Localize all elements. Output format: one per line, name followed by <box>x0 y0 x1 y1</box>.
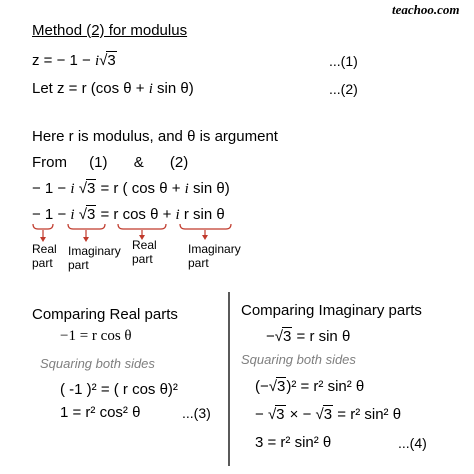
label-imaginary-part-1: Imaginary part <box>68 244 121 272</box>
left-note: Squaring both sides <box>40 356 155 371</box>
right-eq3-b: = r² sin² θ <box>333 406 402 423</box>
right-eq1 <box>266 328 350 345</box>
right-eq3 <box>255 406 401 423</box>
eq3-b: = r ( cos θ + <box>96 180 185 197</box>
left-heading: Comparing Real parts <box>32 306 178 323</box>
eq3-sqrt: √3 <box>78 180 96 197</box>
eq4-sqrt: √3 <box>78 206 96 223</box>
right-eq1-sqrt: √3 <box>274 328 292 345</box>
eq1-lhs: z = − 1 − <box>32 52 95 69</box>
right-eq1-a: − <box>266 328 275 345</box>
right-eq2-a: (− <box>255 378 269 395</box>
right-eq3-sqrt1: √3 <box>267 406 285 423</box>
right-eq3-sqrt2: √3 <box>315 406 333 423</box>
eq3-i2: i <box>184 181 189 197</box>
label-real-part-1: Real part <box>32 242 57 270</box>
from-amp: & <box>133 154 144 171</box>
right-eq1-b: = r sin θ <box>292 328 351 345</box>
eq4-b: − <box>53 206 71 223</box>
eq4-plus: + <box>158 206 176 223</box>
from-word: From <box>32 154 67 171</box>
page-title: Method (2) for modulus <box>32 22 188 39</box>
label-real-part-2: Real part <box>132 238 157 266</box>
right-eq2 <box>255 378 364 395</box>
eq1-sqrt: √3 <box>99 52 116 69</box>
ref-4: ...(4) <box>398 435 427 451</box>
ref-1: ...(1) <box>329 53 358 69</box>
eq1-i: i <box>94 53 100 69</box>
bracket-real1 <box>33 224 53 229</box>
eq4-rcos: r cos θ <box>113 206 159 223</box>
bracket-real2 <box>118 224 166 229</box>
eq3-c: sin θ) <box>188 180 230 197</box>
right-eq3-mid: × − <box>285 406 316 423</box>
bracket-imag1 <box>68 224 105 229</box>
eq4-i: i <box>70 207 75 223</box>
from-two: (2) <box>169 154 189 171</box>
right-note: Squaring both sides <box>241 352 356 367</box>
ref-2: ...(2) <box>329 81 358 97</box>
right-eq3-a: − <box>255 406 268 423</box>
bracket-imag2 <box>180 224 231 229</box>
intro-text: Here r is modulus, and θ is argument <box>32 128 278 145</box>
left-eq1: −1 = r cos θ <box>60 328 132 344</box>
eq2-text: Let z = r (cos θ + <box>32 80 149 97</box>
eq4-rsin: r sin θ <box>179 206 225 223</box>
eq3-a: − 1 − <box>32 180 71 197</box>
eq4-a: − 1 <box>32 206 54 223</box>
eq2-i: i <box>148 81 153 97</box>
right-eq2-sqrt: √3 <box>268 378 286 395</box>
eq2-rest: sin θ) <box>152 80 194 97</box>
right-heading: Comparing Imaginary parts <box>241 302 422 319</box>
from-one: (1) <box>89 154 108 171</box>
label-imaginary-part-2: Imaginary part <box>188 242 241 270</box>
right-eq4: 3 = r² sin² θ <box>255 434 332 451</box>
ref-3: ...(3) <box>182 405 211 421</box>
eq3-i: i <box>70 181 75 197</box>
left-eq3: 1 = r² cos² θ <box>60 404 141 421</box>
teachoo-logo: teachoo.com <box>392 2 460 17</box>
eq4-i2: i <box>175 207 180 223</box>
eq4-eq: = <box>96 206 114 223</box>
left-eq2: ( -1 )² = ( r cos θ)² <box>60 381 178 398</box>
right-eq2-b: )² = r² sin² θ <box>286 378 365 395</box>
